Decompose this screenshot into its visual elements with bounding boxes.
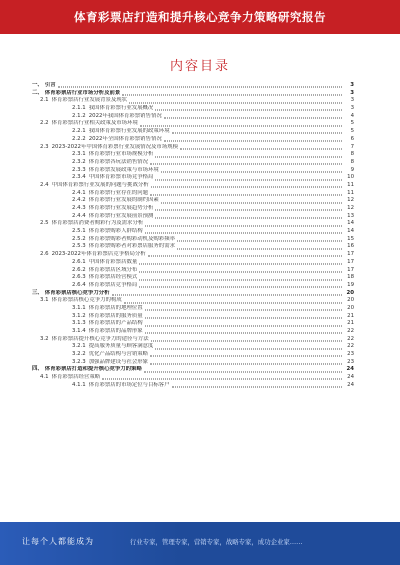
toc-entry-number: 2.1 bbox=[40, 97, 49, 104]
toc-entry[interactable] bbox=[32, 243, 354, 251]
toc-entry-number: 2.5 bbox=[40, 220, 49, 227]
toc-entry-number: 2.2.1 bbox=[72, 128, 86, 135]
toc-leader-dots bbox=[164, 118, 342, 119]
toc-entry-title: 体育彩票店竞争格局 bbox=[88, 281, 138, 288]
toc-entry-title: 中国体育彩票市场竞争格局 bbox=[88, 174, 154, 181]
toc-entry-page: 19 bbox=[347, 281, 354, 288]
toc-entry[interactable] bbox=[32, 136, 354, 144]
footer-slogan: 让每个人都能成为 bbox=[22, 537, 94, 546]
toc-leader-dots bbox=[155, 218, 342, 219]
toc-leader-dots bbox=[140, 125, 342, 126]
toc-entry-page: 3 bbox=[350, 105, 354, 112]
toc-entry-number: 3.1.3 bbox=[72, 320, 86, 327]
toc-entry-number: 2.6.4 bbox=[72, 281, 86, 288]
toc-entry-page: 20 bbox=[347, 304, 354, 311]
toc-entry-title: 2022年全国体育彩票销售情况 bbox=[88, 135, 162, 142]
toc-entry-title: 引言 bbox=[44, 82, 56, 88]
toc-leader-dots bbox=[124, 302, 342, 303]
toc-entry[interactable] bbox=[32, 144, 354, 152]
report-header bbox=[0, 0, 400, 34]
toc-entry-page: 3 bbox=[350, 97, 354, 104]
toc-entry-title: 体育彩票购彩者购彩动机及购彩频率 bbox=[88, 235, 175, 242]
toc-entry[interactable] bbox=[32, 305, 354, 313]
toc-entry[interactable] bbox=[32, 359, 354, 367]
toc-entry-title: 体育彩票行业发展前景预测 bbox=[88, 212, 154, 219]
toc-entry-page: 5 bbox=[350, 120, 354, 127]
toc-entry-title: 体育彩票店的地理位置 bbox=[88, 304, 143, 311]
toc-leader-dots bbox=[151, 187, 342, 188]
toc-entry[interactable] bbox=[32, 274, 354, 282]
toc-entry-number: 2.3 bbox=[40, 143, 49, 150]
toc-entry[interactable] bbox=[32, 220, 354, 228]
toc-leader-dots bbox=[139, 271, 342, 272]
toc-leader-dots bbox=[139, 264, 342, 265]
toc-entry-number: 3.2.2 bbox=[72, 351, 86, 358]
toc-entry-title: 体育彩票行业市场规模分析 bbox=[88, 151, 154, 158]
toc-entry-number: 2.4.1 bbox=[72, 189, 86, 196]
toc-entry-page: 21 bbox=[347, 312, 354, 319]
toc-entry[interactable] bbox=[32, 120, 354, 128]
toc-entry-number: 2.2 bbox=[40, 120, 49, 127]
toc-entry-number: 2.1.1 bbox=[72, 105, 86, 112]
toc-leader-dots bbox=[161, 202, 342, 203]
toc-entry[interactable] bbox=[32, 236, 354, 244]
toc-leader-dots bbox=[155, 110, 342, 111]
toc-entry-page: 10 bbox=[347, 174, 354, 181]
toc-entry-page: 12 bbox=[347, 205, 354, 211]
toc-entry-page: 4 bbox=[350, 112, 354, 119]
toc-entry-title: 体育彩票店的市场定位与目标客户 bbox=[88, 381, 170, 388]
toc-entry-number: 2.5.1 bbox=[72, 228, 86, 235]
toc-entry-title: 体育彩票行业存在的问题 bbox=[88, 189, 149, 196]
toc-entry-number: 2.1.2 bbox=[72, 112, 86, 119]
toc-entry-page: 18 bbox=[347, 274, 354, 281]
toc-entry-title: 提高服务质量与顾客满意度 bbox=[88, 343, 154, 350]
toc-entry-page: 7 bbox=[350, 143, 354, 150]
footer-tags: 行业专家，管理专家，营销专家，战略专家，成功企业家…… bbox=[130, 538, 303, 546]
toc-entry[interactable] bbox=[32, 190, 354, 198]
toc-entry-title: 中国体育彩票行业发展的问题与挑战分析 bbox=[51, 181, 149, 188]
toc-entry-title: 加强品牌建设与社会形象 bbox=[88, 358, 149, 365]
toc-entry-page: 14 bbox=[347, 220, 354, 227]
toc-entry-title: 体育彩票店的产品结构 bbox=[88, 320, 143, 327]
toc-entry-page: 8 bbox=[350, 151, 354, 158]
toc-leader-dots bbox=[145, 233, 342, 234]
toc-entry[interactable] bbox=[32, 213, 354, 221]
toc-entry-page: 24 bbox=[347, 374, 354, 381]
toc-entry-title: 体育彩票行业发展的制约因素 bbox=[88, 197, 159, 204]
toc-entry-page: 9 bbox=[350, 166, 354, 173]
toc-entry[interactable] bbox=[32, 290, 354, 298]
toc-entry[interactable] bbox=[32, 267, 354, 275]
toc-leader-dots bbox=[139, 279, 342, 280]
toc-entry-title: 体育彩票店核心竞争力的构成 bbox=[51, 297, 122, 304]
toc-leader-dots bbox=[172, 133, 342, 134]
toc-entry-number: 2.2.2 bbox=[72, 135, 86, 142]
toc-entry[interactable] bbox=[32, 159, 354, 167]
toc-entry-number: 3.2 bbox=[40, 335, 49, 342]
toc-entry-number: 2.4 bbox=[40, 181, 49, 188]
toc-entry[interactable] bbox=[32, 228, 354, 236]
toc-leader-dots bbox=[145, 333, 342, 334]
toc-entry[interactable] bbox=[32, 282, 354, 290]
toc-leader-dots bbox=[164, 141, 342, 142]
toc-entry-number: 一、 bbox=[32, 82, 43, 88]
toc-entry-number: 2.6.3 bbox=[72, 274, 86, 281]
toc-entry[interactable] bbox=[32, 97, 354, 105]
toc-entry[interactable] bbox=[32, 128, 354, 136]
toc-leader-dots bbox=[144, 371, 342, 372]
toc-entry-page: 24 bbox=[346, 366, 354, 373]
toc-entry[interactable] bbox=[32, 328, 354, 336]
toc-entry[interactable] bbox=[32, 320, 354, 328]
toc-entry[interactable] bbox=[32, 351, 354, 359]
toc-entry-number: 三、 bbox=[32, 289, 43, 296]
toc-entry-page: 12 bbox=[347, 197, 354, 204]
toc-entry-title: 体育彩票店行业发展背景及现状 bbox=[51, 97, 128, 104]
toc-entry-title: 体育彩票店行业市场分析及前景 bbox=[44, 89, 121, 96]
toc-entry-number: 四、 bbox=[32, 366, 43, 373]
toc-entry-page: 6 bbox=[350, 135, 354, 142]
toc-entry[interactable] bbox=[32, 313, 354, 321]
toc-entry[interactable] bbox=[32, 151, 354, 159]
toc-entry-title: 我国体育彩票行业发展的政策环境 bbox=[88, 128, 170, 135]
toc-entry[interactable] bbox=[32, 297, 354, 305]
toc-entry-title: 体育彩票店的服务质量 bbox=[88, 312, 143, 319]
toc-entry-number: 3.1.1 bbox=[72, 304, 86, 311]
toc-entry[interactable] bbox=[32, 90, 354, 98]
toc-entry-page: 3 bbox=[350, 82, 354, 88]
toc-entry-title: 体育彩票行业发展趋势分析 bbox=[88, 205, 154, 211]
toc-entry-title: 2023-2022年中国体育彩票行业发展情况及市场规模 bbox=[51, 143, 178, 150]
toc-entry-number: 3.1.4 bbox=[72, 328, 86, 334]
toc-leader-dots bbox=[129, 102, 342, 103]
toc-entry-page: 22 bbox=[347, 328, 354, 334]
toc-entry-number: 2.4.2 bbox=[72, 197, 86, 204]
toc-entry-page: 14 bbox=[347, 228, 354, 235]
toc-entry-page: 20 bbox=[347, 297, 354, 304]
toc-entry[interactable] bbox=[32, 167, 354, 175]
toc-entry-title: 体育彩票店经营策略 bbox=[51, 374, 101, 381]
table-of-contents bbox=[32, 82, 354, 508]
toc-entry-page: 24 bbox=[347, 381, 354, 388]
toc-entry-title: 体育彩票购彩者对彩票店服务的需求 bbox=[88, 243, 175, 250]
toc-entry[interactable] bbox=[32, 197, 354, 205]
toc-leader-dots bbox=[177, 248, 342, 249]
toc-entry-title: 我国体育彩票行业发展概况 bbox=[88, 105, 154, 112]
toc-leader-dots bbox=[172, 387, 342, 388]
toc-leader-dots bbox=[161, 171, 342, 172]
toc-entry-title: 体育彩票店消费者购彩行为及需求分析 bbox=[51, 220, 144, 227]
toc-leader-dots bbox=[155, 348, 342, 349]
toc-entry-page: 22 bbox=[347, 343, 354, 350]
toc-entry-title: 体育彩票店的品牌形象 bbox=[88, 328, 143, 334]
toc-leader-dots bbox=[177, 241, 342, 242]
page-title: 内容目录 bbox=[169, 59, 230, 74]
toc-entry-page: 15 bbox=[347, 235, 354, 242]
toc-leader-dots bbox=[155, 210, 342, 211]
toc-entry-title: 2023-2022年体育彩票店竞争格局分析 bbox=[51, 251, 146, 258]
toc-leader-dots bbox=[145, 225, 342, 226]
toc-leader-dots bbox=[122, 95, 342, 96]
toc-entry[interactable] bbox=[32, 205, 354, 213]
toc-leader-dots bbox=[145, 325, 342, 326]
toc-entry-title: 体育彩票各玩法销售情况 bbox=[88, 158, 149, 165]
toc-entry-number: 2.4.4 bbox=[72, 212, 86, 219]
toc-entry-title: 体育彩票店打造和提升核心竞争力的策略 bbox=[44, 366, 142, 373]
toc-entry-page: 11 bbox=[347, 181, 354, 188]
toc-leader-dots bbox=[102, 379, 342, 380]
toc-entry-title: 体育彩票店核心竞争力分析 bbox=[44, 289, 110, 296]
toc-leader-dots bbox=[145, 317, 342, 318]
toc-entry-page: 23 bbox=[347, 351, 354, 358]
toc-leader-dots bbox=[148, 256, 342, 257]
toc-entry[interactable] bbox=[32, 113, 354, 121]
toc-entry-number: 3.1 bbox=[40, 297, 49, 304]
toc-entry-number: 2.6.1 bbox=[72, 258, 86, 265]
toc-entry-title: 优化产品结构与营销策略 bbox=[88, 351, 149, 358]
toc-leader-dots bbox=[58, 87, 342, 88]
toc-entry-title: 体育彩票店区域分布 bbox=[88, 266, 138, 273]
toc-entry[interactable] bbox=[32, 105, 354, 113]
toc-entry[interactable] bbox=[32, 259, 354, 267]
toc-entry-page: 17 bbox=[347, 258, 354, 265]
toc-entry[interactable] bbox=[32, 374, 354, 382]
toc-leader-dots bbox=[150, 164, 342, 165]
toc-entry[interactable] bbox=[32, 251, 354, 259]
toc-entry-title: 体育彩票店行业相关政策及市场环境 bbox=[51, 120, 138, 127]
toc-entry-page: 21 bbox=[347, 320, 354, 327]
toc-entry-page: 13 bbox=[347, 212, 354, 219]
toc-entry[interactable] bbox=[32, 343, 354, 351]
toc-leader-dots bbox=[139, 287, 342, 288]
toc-entry-title: 体育彩票购彩人群结构 bbox=[88, 228, 143, 235]
toc-entry-title: 中国体育彩票店数量 bbox=[88, 258, 138, 265]
toc-entry-number: 2.6 bbox=[40, 251, 49, 258]
toc-entry[interactable] bbox=[32, 182, 354, 190]
toc-entry-number: 4.1.1 bbox=[72, 381, 86, 388]
toc-entry-number: 2.3.3 bbox=[72, 166, 86, 173]
toc-leader-dots bbox=[180, 148, 342, 149]
toc-entry-number: 二、 bbox=[32, 89, 43, 96]
toc-entry-number: 2.6.2 bbox=[72, 266, 86, 273]
toc-entry-number: 3.1.2 bbox=[72, 312, 86, 319]
toc-entry[interactable] bbox=[32, 336, 354, 344]
toc-entry-number: 2.5.3 bbox=[72, 243, 86, 250]
toc-leader-dots bbox=[150, 356, 342, 357]
toc-entry-page: 17 bbox=[347, 251, 354, 258]
toc-entry-number: 2.3.2 bbox=[72, 158, 86, 165]
toc-entry[interactable] bbox=[32, 174, 354, 182]
toc-leader-dots bbox=[112, 294, 343, 295]
toc-entry-number: 2.5.2 bbox=[72, 235, 86, 242]
toc-leader-dots bbox=[151, 341, 342, 342]
toc-leader-dots bbox=[150, 194, 342, 195]
toc-entry-page: 5 bbox=[350, 128, 354, 135]
toc-entry-number: 2.3.4 bbox=[72, 174, 86, 181]
toc-entry-page: 23 bbox=[347, 358, 354, 365]
toc-entry[interactable] bbox=[32, 366, 354, 374]
toc-entry-title: 体育彩票发展政策与市场环境 bbox=[88, 166, 159, 173]
toc-entry-page: 3 bbox=[350, 89, 354, 96]
toc-entry-page: 11 bbox=[347, 189, 354, 196]
toc-leader-dots bbox=[145, 310, 342, 311]
toc-entry-title: 体育彩票店经营模式 bbox=[88, 274, 138, 281]
toc-entry-page: 22 bbox=[347, 335, 354, 342]
report-title: 体育彩票店打造和提升核心竞争力策略研究报告 bbox=[74, 10, 326, 24]
toc-entry-title: 体育彩票店提升核心竞争力的途径与方法 bbox=[51, 335, 149, 342]
toc-leader-dots bbox=[155, 179, 342, 180]
toc-entry-number: 2.3.1 bbox=[72, 151, 86, 158]
toc-leader-dots bbox=[150, 364, 342, 365]
toc-entry-number: 4.1 bbox=[40, 374, 49, 381]
toc-entry-number: 3.2.3 bbox=[72, 358, 86, 365]
toc-entry-number: 2.4.3 bbox=[72, 205, 86, 211]
toc-entry[interactable] bbox=[32, 82, 354, 90]
toc-entry-title: 2022年我国体育彩票销售情况 bbox=[88, 112, 162, 119]
toc-leader-dots bbox=[155, 156, 342, 157]
report-footer bbox=[0, 522, 400, 565]
toc-entry[interactable] bbox=[32, 382, 354, 390]
toc-entry-page: 8 bbox=[350, 158, 354, 165]
toc-entry-number: 3.2.1 bbox=[72, 343, 86, 350]
toc-entry-page: 16 bbox=[347, 243, 354, 250]
toc-entry-page: 17 bbox=[347, 266, 354, 273]
toc-entry-page: 20 bbox=[346, 289, 354, 296]
